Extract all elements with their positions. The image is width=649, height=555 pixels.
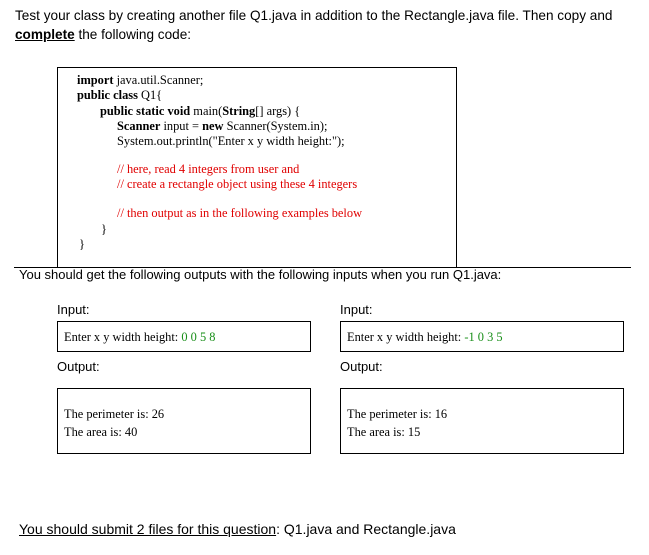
code-text: main( [190, 104, 223, 118]
code-comment-1: // here, read 4 integers from user and [117, 162, 300, 176]
example-2-perimeter: The perimeter is: 16 [347, 407, 448, 421]
example-1-output-label: Output: [57, 359, 100, 374]
submit-underlined: You should submit 2 files for this question [19, 521, 277, 537]
instructions-line-2-rest: the following code: [74, 27, 192, 42]
example-1-output-box [57, 388, 311, 454]
submit-rest: : Q1.java and Rectangle.java [276, 521, 456, 537]
keyword-scanner: Scanner [117, 119, 161, 133]
keyword-new: new [202, 119, 224, 133]
example-2-input-box [340, 321, 624, 352]
code-line-class [77, 88, 162, 104]
example-1-input-text [64, 330, 215, 345]
instructions-line-2 [15, 25, 640, 44]
outputs-sentence: You should get the following outputs with the following inputs when you run Q1.java: [19, 267, 502, 282]
keyword-string: String [222, 104, 256, 118]
code-comment-2: // create a rectangle object using these 4 integers [117, 177, 358, 191]
keyword-public-class: public class [77, 88, 138, 102]
code-close-brace-outer: } [79, 237, 85, 251]
keyword-public-static-void: public static void [100, 104, 191, 118]
code-line-main [100, 104, 300, 120]
instructions-paragraph [15, 6, 640, 44]
code-close-brace-inner: } [101, 222, 107, 236]
example-1-input-label: Input: [57, 302, 90, 317]
code-text: input = [160, 119, 203, 133]
example-2-input-label: Input: [340, 302, 373, 317]
submit-instructions [19, 520, 456, 538]
code-text: Scanner(System.in); [223, 119, 328, 133]
input-prompt: Enter x y width height: [347, 330, 465, 344]
instructions-line-1: Test your class by creating another file Q1.java in addition to the Rectangle.java file. Then copy and [15, 8, 613, 23]
code-text: [] args) { [255, 104, 301, 118]
input-prompt: Enter x y width height: [64, 330, 182, 344]
example-2-input-text [347, 330, 503, 345]
example-2-output-box [340, 388, 624, 454]
code-text: Q1{ [137, 88, 163, 102]
code-text: java.util.Scanner; [113, 73, 204, 87]
input-values: -1 0 3 5 [464, 330, 503, 344]
keyword-import: import [77, 73, 114, 87]
example-1-input-box [57, 321, 311, 352]
complete-word: complete [15, 27, 75, 42]
code-line-import [77, 73, 203, 89]
example-2-output-label: Output: [340, 359, 383, 374]
input-values: 0 0 5 8 [181, 330, 216, 344]
example-2-area: The area is: 15 [347, 425, 421, 439]
example-1-area: The area is: 40 [64, 425, 138, 439]
code-line-scanner [117, 119, 327, 135]
example-1-perimeter: The perimeter is: 26 [64, 407, 165, 421]
code-comment-3: // then output as in the following examples below [117, 206, 363, 220]
code-line-println: System.out.println("Enter x y width height:"); [117, 134, 345, 148]
